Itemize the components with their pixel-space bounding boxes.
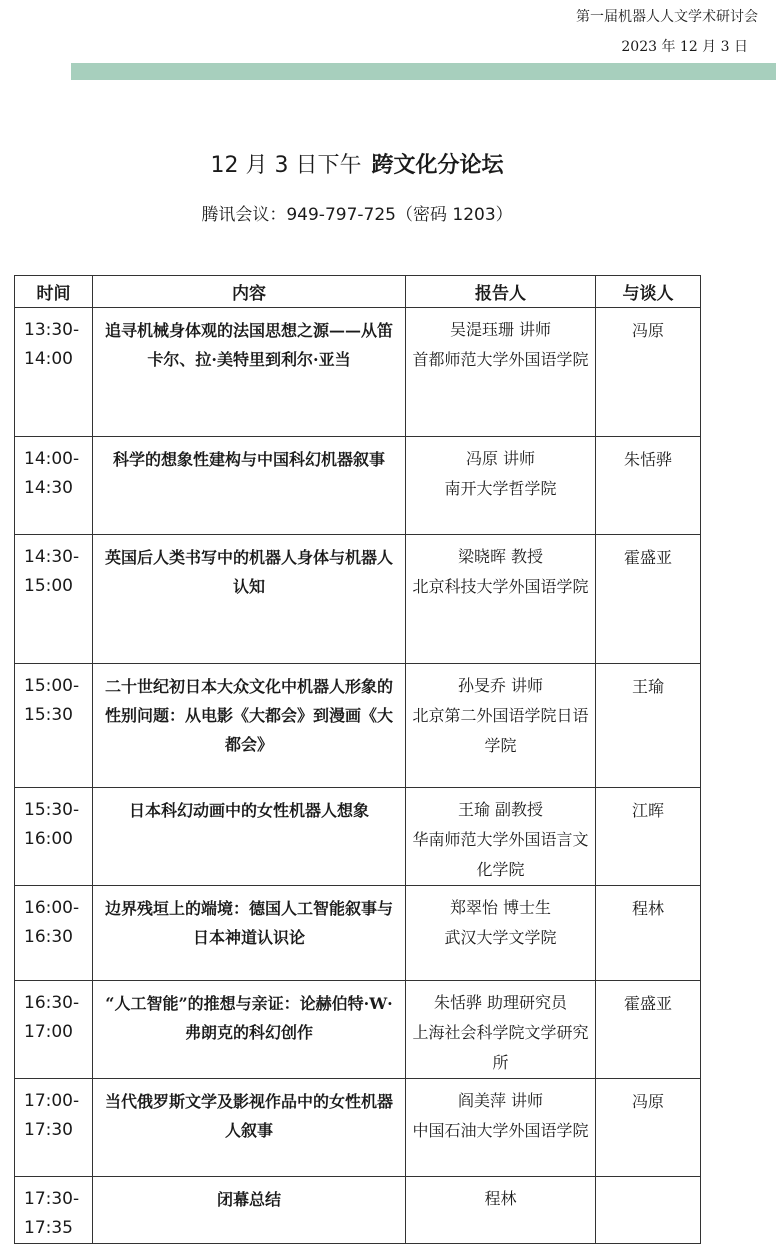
speaker-affiliation: 首都师范大学外国语学院 [412, 350, 589, 369]
speaker-cell [406, 1079, 596, 1177]
discussant-cell: 冯原 [596, 308, 701, 437]
time-end: 16:30 [24, 927, 73, 947]
header-discussant: 与谈人 [596, 276, 701, 308]
discussant-cell: 霍盛亚 [596, 535, 701, 664]
time-start: 16:00- [24, 898, 80, 918]
speaker-name: 冯原 讲师 [465, 449, 536, 468]
time-start: 17:30- [24, 1189, 80, 1209]
speaker-affiliation: 武汉大学文学院 [444, 928, 557, 947]
discussant-cell: 朱恬骅 [596, 437, 701, 535]
time-end: 17:00 [24, 1022, 73, 1042]
speaker-cell [406, 886, 596, 981]
time-cell [15, 788, 93, 886]
topic-cell: “人工智能”的推想与亲证：论赫伯特·W·弗朗克的科幻创作 [93, 981, 406, 1079]
header-topic: 内容 [93, 276, 406, 308]
speaker-name: 朱恬骅 助理研究员 [433, 993, 568, 1012]
speaker-cell [406, 788, 596, 886]
speaker-affiliation: 北京第二外国语学院日语学院 [412, 706, 589, 755]
topic-cell: 闭幕总结 [93, 1177, 406, 1244]
time-start: 13:30- [24, 320, 80, 340]
time-start: 17:00- [24, 1091, 80, 1111]
header-time: 时间 [15, 276, 93, 308]
conference-date: 2023 年 12 月 3 日 [621, 39, 748, 55]
speaker-cell [406, 664, 596, 788]
discussant-cell: 江晖 [596, 788, 701, 886]
topic-cell: 二十世纪初日本大众文化中机器人形象的性别问题：从电影《大都会》到漫画《大都会》 [93, 664, 406, 788]
time-start: 14:30- [24, 547, 80, 567]
speaker-cell [406, 535, 596, 664]
time-end: 15:00 [24, 576, 73, 596]
time-end: 14:00 [24, 349, 73, 369]
discussant-cell: 程林 [596, 886, 701, 981]
time-end: 17:35 [24, 1218, 73, 1238]
time-start: 15:30- [24, 800, 80, 820]
schedule-table [14, 275, 701, 1244]
header-speaker: 报告人 [406, 276, 596, 308]
time-cell [15, 664, 93, 788]
topic-cell: 当代俄罗斯文学及影视作品中的女性机器人叙事 [93, 1079, 406, 1177]
time-cell [15, 1177, 93, 1244]
speaker-affiliation: 上海社会科学院文学研究所 [412, 1023, 589, 1072]
table-row [15, 981, 701, 1079]
speaker-name: 王瑜 副教授 [457, 800, 544, 819]
table-row [15, 664, 701, 788]
time-end: 14:30 [24, 478, 73, 498]
session-title-time: 12 月 3 日下午 [210, 153, 362, 178]
speaker-cell [406, 308, 596, 437]
speaker-name: 孙旻乔 讲师 [457, 676, 544, 695]
speaker-name: 吴湜珏珊 讲师 [449, 320, 552, 339]
speaker-name: 郑翠怡 博士生 [449, 898, 552, 917]
topic-cell: 科学的想象性建构与中国科幻机器叙事 [93, 437, 406, 535]
header-divider-bar [71, 63, 776, 80]
time-end: 17:30 [24, 1120, 73, 1140]
speaker-affiliation: 中国石油大学外国语学院 [412, 1121, 589, 1140]
speaker-cell [406, 981, 596, 1079]
time-start: 15:00- [24, 676, 80, 696]
time-cell [15, 308, 93, 437]
table-row [15, 437, 701, 535]
table-row [15, 788, 701, 886]
time-cell [15, 437, 93, 535]
session-title [0, 148, 714, 179]
time-start: 16:30- [24, 993, 80, 1013]
session-title-name: 跨文化分论坛 [371, 153, 504, 178]
discussant-cell: 王瑜 [596, 664, 701, 788]
speaker-cell [406, 437, 596, 535]
topic-cell: 日本科幻动画中的女性机器人想象 [93, 788, 406, 886]
table-row [15, 1079, 701, 1177]
table-row [15, 1177, 701, 1244]
time-end: 16:00 [24, 829, 73, 849]
discussant-cell: 冯原 [596, 1079, 701, 1177]
speaker-affiliation: 南开大学哲学院 [444, 479, 557, 498]
meeting-info: 腾讯会议：949-797-725（密码 1203） [201, 205, 513, 225]
table-row [15, 308, 701, 437]
conference-name: 第一届机器人人文学术研讨会 [576, 9, 758, 25]
time-cell [15, 886, 93, 981]
discussant-cell [596, 1177, 701, 1244]
table-row [15, 535, 701, 664]
table-row [15, 886, 701, 981]
time-cell [15, 1079, 93, 1177]
discussant-cell: 霍盛亚 [596, 981, 701, 1079]
topic-cell: 英国后人类书写中的机器人身体与机器人认知 [93, 535, 406, 664]
speaker-cell [406, 1177, 596, 1244]
topic-cell: 追寻机械身体观的法国思想之源——从笛卡尔、拉·美特里到利尔·亚当 [93, 308, 406, 437]
speaker-name: 梁晓晖 教授 [457, 547, 544, 566]
topic-cell: 边界残垣上的端境：德国人工智能叙事与日本神道认识论 [93, 886, 406, 981]
speaker-name: 阎美萍 讲师 [457, 1091, 544, 1110]
time-cell [15, 535, 93, 664]
time-end: 15:30 [24, 705, 73, 725]
speaker-affiliation: 北京科技大学外国语学院 [412, 577, 589, 596]
speaker-affiliation: 华南师范大学外国语言文化学院 [412, 830, 589, 879]
table-header-row [15, 276, 701, 308]
speaker-name: 程林 [484, 1189, 517, 1208]
time-start: 14:00- [24, 449, 80, 469]
time-cell [15, 981, 93, 1079]
